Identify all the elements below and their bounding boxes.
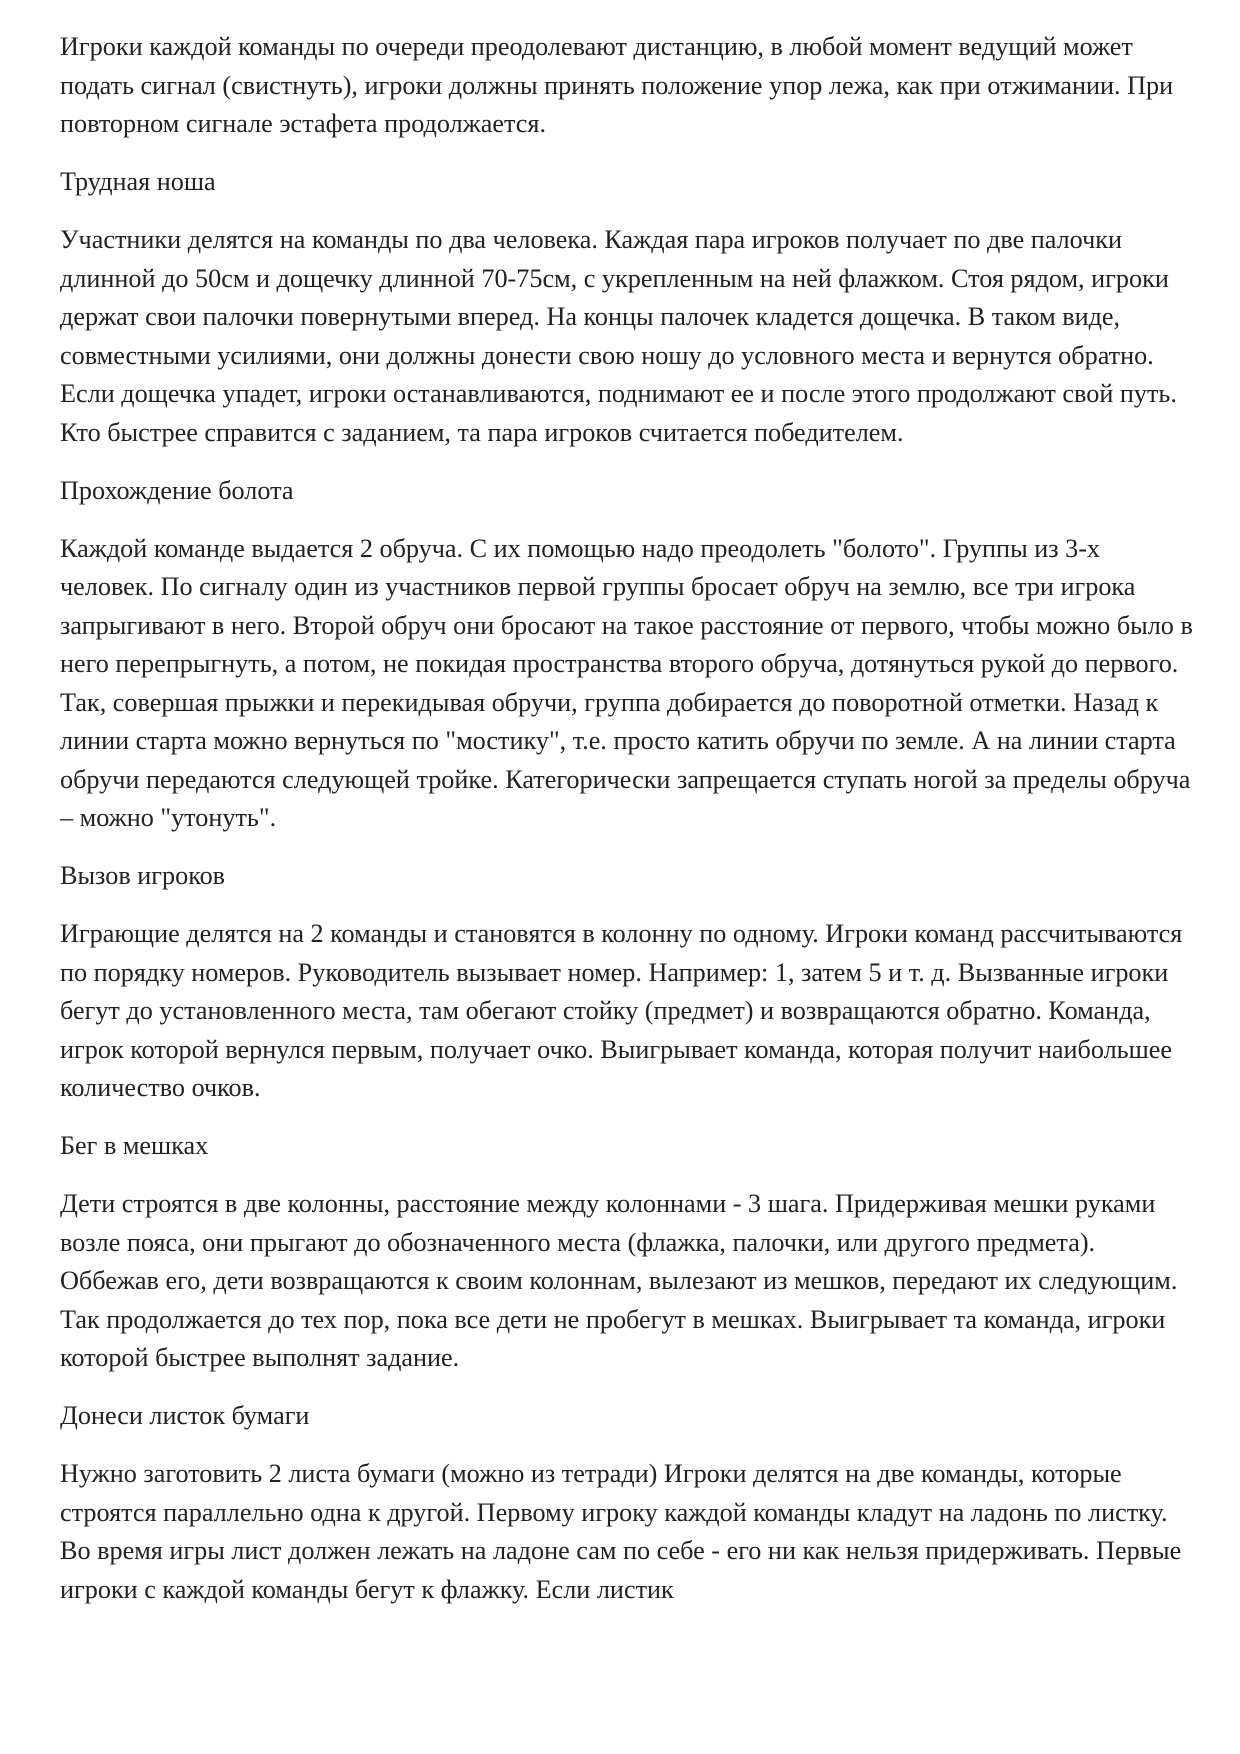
section-title-heavy-burden: Трудная ноша	[60, 167, 216, 196]
intro-paragraph: Игроки каждой команды по очереди преодолевают дистанцию, в любой момент ведущий может подать сигнал (свистнуть), игроки должны принять положение упор лежа, как при отжимании. При повторном сигнале эстафета продолжается.	[60, 32, 1174, 138]
section-text-heavy-burden: Участники делятся на команды по два человека. Каждая пара игроков получает по две палочки длинной до 50см и дощечку длинной 70-75см, с укрепленным на ней флажком. Стоя рядом, игроки держат свои палочки повернутыми вперед. На концы палочек кладется дощечка. В таком виде, совместными усилиями, они должны донести свою ношу до условного места и вернутся обратно. Если дощечка упадет, игроки останавливаются, поднимают ее и после этого продолжают свой путь. Кто быстрее справится с заданием, та пара игроков считается победителем.	[60, 225, 1177, 447]
section-title-calling-players: Вызов игроков	[60, 861, 226, 890]
section-text-sack-race: Дети строятся в две колонны, расстояние между колоннами - 3 шага. Придерживая мешки руками возле пояса, они прыгают до обозначенного места (флажка, палочки, или другого предмета). Оббежав его, дети возвращаются к своим колоннам, вылезают из мешков, передают их следующим. Так продолжается до тех пор, пока все дети не пробегут в мешках. Выигрывает та команда, игроки которой быстрее выполнят задание.	[60, 1189, 1178, 1372]
section-title-sack-race: Бег в мешках	[60, 1131, 209, 1160]
section-text-swamp-crossing: Каждой команде выдается 2 обруча. С их помощью надо преодолеть "болото". Группы из 3-х человек. По сигналу один из участников первой группы бросает обруч на землю, все три игрока запрыгивают в него. Второй обруч они бросают на такое расстояние от первого, чтобы можно было в него перепрыгнуть, а потом, не покидая пространства второго обруча, дотянуться рукой до первого. Так, совершая прыжки и перекидывая обручи, группа добирается до поворотной отметки. Назад к линии старта можно вернуться по "мостику", т.е. просто катить обручи по земле. А на линии старта обручи передаются следующей тройке. Категорически запрещается ступать ногой за пределы обруча – можно "утонуть".	[60, 533, 1193, 832]
document-page	[60, 28, 1200, 1629]
section-title-swamp-crossing: Прохождение болота	[60, 475, 294, 505]
section-title-carry-paper: Донеси листок бумаги	[60, 1401, 310, 1430]
section-text-carry-paper: Нужно заготовить 2 листа бумаги (можно из тетради) Игроки делятся на две команды, которые строятся параллельно одна к другой. Первому игроку каждой команды кладут на ладонь по листку. Во время игры лист должен лежать на ладоне сам по себе - его ни как нельзя придерживать. Первые игроки с каждой команды бегут к флажку. Если листик	[60, 1459, 1182, 1604]
section-text-calling-players: Играющие делятся на 2 команды и становятся в колонну по одному. Игроки команд рассчитываются по порядку номеров. Руководитель вызывает номер. Например: 1, затем 5 и т. д. Вызванные игроки бегут до установленного места, там обегают стойку (предмет) и возвращаются обратно. Команда, игрок которой вернулся первым, получает очко. Выигрывает команда, которая получит наибольшее количество очков.	[60, 919, 1183, 1102]
